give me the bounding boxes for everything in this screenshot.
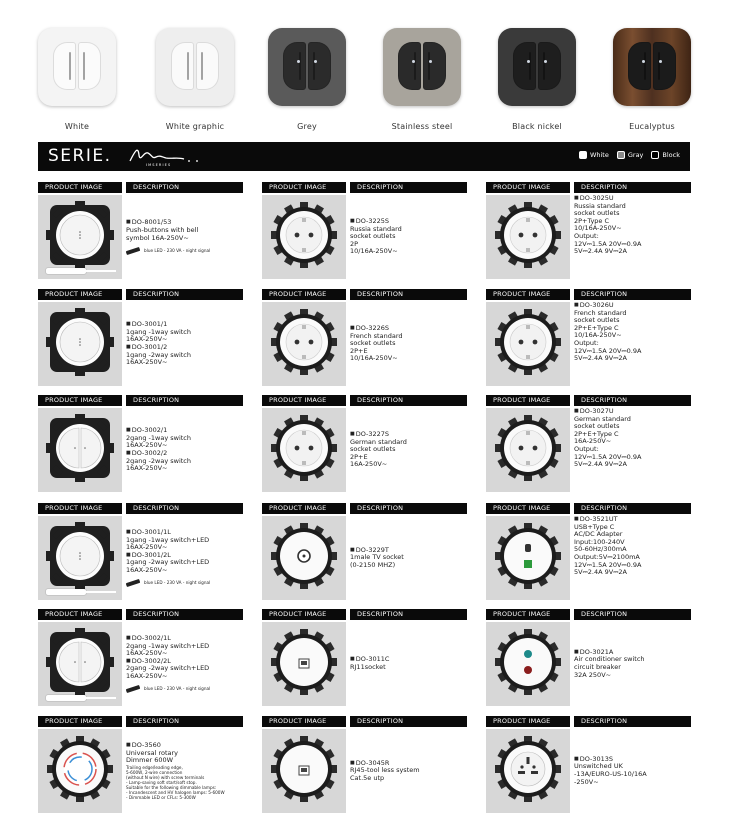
product-image-header: PRODUCT IMAGE [262,503,346,514]
spec-line: Dimmer 600W [126,756,174,765]
product-description [574,729,691,813]
finish-label: Black nickel [512,122,562,131]
led-module [46,695,86,701]
spec-line: 1gang -1way switch+LED [126,535,210,544]
product-code: ■ DO-3521UT [574,516,691,524]
product-description [574,195,691,279]
description-header: DESCRIPTION [350,609,467,620]
product-illustration [262,729,346,813]
product-description [574,622,691,706]
product-code: ■ DO-8001/53 [126,219,243,227]
product-description [350,408,467,492]
product-image [38,622,122,706]
product-code: ■ DO-3001/2 [126,344,243,352]
spec-line: 1gang -1way switch [126,327,191,336]
product-description [350,729,467,813]
product-illustration [486,302,570,386]
spec-line: French standard [574,308,627,317]
description-header: DESCRIPTION [574,182,691,193]
product-image [262,729,346,813]
finish-item [30,28,124,131]
description-header: DESCRIPTION [574,289,691,300]
led-icon [126,685,141,693]
product-image-header: PRODUCT IMAGE [486,289,570,300]
product-image [486,622,570,706]
product-description [126,195,243,279]
spec-line: -250V~ [574,777,599,786]
product-description [350,516,467,600]
rocker-key [423,42,446,90]
product-illustration [262,516,346,600]
spec-line: 2P+E [350,452,368,461]
product-code: ■ DO-3002/2L [126,658,243,666]
legend-label: White [589,151,609,159]
spec-line: Output:5V⎓2100mA [574,552,640,561]
product-code: ■ DO-3013S [574,756,691,764]
description-header: DESCRIPTION [574,609,691,620]
spec-line: Output: [574,338,599,347]
spec-line: 1male TV socket [350,553,404,562]
description-header: DESCRIPTION [350,289,467,300]
svg-text:I M S E R I E S: I M S E R I E S [146,163,171,167]
spec-line: RJ11socket [350,663,386,671]
spec-line: 12V⎓1.5A 20V⎓0.9A [574,239,642,248]
product-illustration [38,408,122,492]
spec-line: 16AX-250V~ [126,335,168,344]
product-description [574,516,691,600]
product-image-header: PRODUCT IMAGE [38,503,122,514]
legend-label: Gray [627,151,644,159]
spec-line: 10/16A-250V~ [574,224,622,233]
serie-title: SERIE. [48,146,112,166]
product-image-header: PRODUCT IMAGE [486,716,570,727]
product-code: ■ DO-3011C [350,656,467,664]
spec-line: 16AX-250V~ [126,441,168,450]
spec-line: Universal rotary [126,748,178,757]
product-code: ■ DO-3226S [350,325,467,333]
spec-line: 16AX-250V~ [126,565,168,574]
finish-label: Stainless steel [391,122,453,131]
spec-note: Trailing edge/leading edge, [126,764,183,770]
description-header: DESCRIPTION [350,503,467,514]
finish-label: White [64,122,90,131]
product-card [486,289,691,389]
product-card [38,289,243,389]
spec-line: 5V⎓2.4A 9V⎓2A [574,354,627,363]
spec-line: 12V⎓1.5A 20V⎓0.9A [574,452,642,461]
spec-line: 16AX-250V~ [126,543,168,552]
rocker-key [538,42,561,90]
product-image [486,302,570,386]
product-card [262,395,467,495]
product-image-header: PRODUCT IMAGE [38,716,122,727]
spec-line: socket outlets [574,209,620,218]
product-code: ■ DO-3045R [350,760,467,768]
product-illustration [262,195,346,279]
description-header: DESCRIPTION [126,503,243,514]
spec-line: 2P+E+Type C [574,323,619,332]
spec-note: (without N wire) with screw terminals [126,774,205,780]
spec-line: Input:100-240V [574,537,625,546]
finish-item [490,28,584,131]
rocker-key [196,42,219,90]
spec-note: - Lamp-saving soft start/soft stop. [126,779,197,785]
product-card [38,609,243,709]
product-code: ■ DO-3002/1L [126,635,243,643]
spec-line: 10/16A-250V~ [574,331,622,340]
spec-line: RJ45-tool less system [350,766,420,775]
spec-line: 2gang -1way switch [126,433,191,442]
product-illustration [486,195,570,279]
serie-bar [38,142,690,171]
rocker-key [283,42,306,90]
led-module [46,268,86,274]
product-illustration [262,622,346,706]
product-code: ■ DO-3227S [350,431,467,439]
product-illustration [262,302,346,386]
finish-label: Eucalyptus [629,122,675,131]
product-illustration [486,408,570,492]
spec-line: Output: [574,231,599,240]
description-header: DESCRIPTION [126,609,243,620]
product-card [262,503,467,603]
rocker-key [308,42,331,90]
product-image [486,516,570,600]
product-image-header: PRODUCT IMAGE [262,609,346,620]
product-code: ■ DO-3001/2L [126,552,243,560]
led-icon [126,247,141,255]
product-image-header: PRODUCT IMAGE [262,716,346,727]
led-note-text: blue LED - 230 VA - night signal [144,686,211,692]
product-image [38,302,122,386]
product-card [38,716,243,816]
description-header: DESCRIPTION [350,716,467,727]
rocker-key [171,42,194,90]
product-card [486,716,691,816]
product-image-header: PRODUCT IMAGE [262,395,346,406]
product-card [262,289,467,389]
spec-line: 1gang -2way switch [126,350,191,359]
product-image [262,622,346,706]
finish-item [375,28,469,131]
finish-strip [30,28,720,138]
product-illustration [38,302,122,386]
finish-item [148,28,242,131]
spec-line: 5V⎓2.4A 9V⎓2A [574,247,627,256]
product-image-header: PRODUCT IMAGE [486,503,570,514]
product-image-header: PRODUCT IMAGE [262,182,346,193]
product-image-header: PRODUCT IMAGE [38,182,122,193]
spec-line: 2gang -2way switch [126,456,191,465]
led-note [126,579,243,587]
rocker-key [513,42,536,90]
spec-line: Push-buttons with bell [126,225,199,234]
spec-line: 16AX-250V~ [126,649,168,658]
finish-label: White graphic [165,122,225,131]
spec-line: French standard [350,331,403,340]
led-note-text: blue LED - 230 VA - night signal [144,248,211,254]
product-code: ■ DO-3026U [574,302,691,310]
spec-line: socket outlets [350,232,396,241]
product-card [486,395,691,495]
rocker-key [398,42,421,90]
product-code: ■ DO-3560 [126,742,243,750]
product-illustration [486,729,570,813]
spec-line: 2P+Type C [574,216,610,225]
product-code: ■ DO-3001/1L [126,529,243,537]
description-header: DESCRIPTION [126,716,243,727]
product-illustration [38,622,122,706]
product-image-header: PRODUCT IMAGE [262,289,346,300]
spec-line: 12V⎓1.5A 20V⎓0.9A [574,346,642,355]
product-image [38,195,122,279]
product-description [350,195,467,279]
product-description [126,729,243,813]
spec-line: 5V⎓2.4A 9V⎓2A [574,460,627,469]
product-image [262,516,346,600]
finish-item [605,28,699,131]
spec-note: Suitable for the following dimmable lamps: [126,784,217,790]
spec-line: German standard [350,437,407,446]
spec-line: 2P [350,239,359,248]
product-card [262,716,467,816]
spec-line: 2P+E+Type C [574,429,619,438]
legend-swatch [579,151,587,159]
legend-item [617,151,644,159]
legend-item [579,151,609,159]
rocker-key [53,42,76,90]
product-image-header: PRODUCT IMAGE [486,609,570,620]
spec-line: Output: [574,444,599,453]
legend-item [651,151,680,159]
spec-note: 5-600W, 2-wire connection [126,769,183,775]
rocker-key [653,42,676,90]
spec-line: 10/16A-250V~ [350,354,398,363]
description-header: DESCRIPTION [350,395,467,406]
spec-line: socket outlets [350,339,396,348]
product-card [38,182,243,282]
product-image-header: PRODUCT IMAGE [38,395,122,406]
spec-line: -13A/EURO-US-10/16A [574,770,647,778]
led-module [46,589,86,595]
spec-note: - Incandescent and HV halogen lamps: 5-600W [126,789,225,795]
spec-line: circuit breaker [574,663,621,671]
spec-line: 2gang -1way switch+LED [126,641,210,650]
product-description [126,302,243,386]
spec-line: 1gang -2way switch+LED [126,558,210,567]
spec-line: 2P+E [350,346,368,355]
spec-line: socket outlets [574,316,620,325]
finish-plate [498,28,576,106]
product-code: ■ DO-3225S [350,218,467,226]
product-illustration [38,195,122,279]
product-description [350,622,467,706]
spec-line: 50-60Hz/300mA [574,545,627,554]
product-card [38,395,243,495]
finish-plate [383,28,461,106]
led-note [126,685,243,693]
product-card [486,503,691,603]
spec-line: 10/16A-250V~ [350,247,398,256]
product-image [486,408,570,492]
product-code: ■ DO-3002/1 [126,427,243,435]
rocker-key [78,42,101,90]
spec-line: 2gang -2way switch+LED [126,664,210,673]
spec-line: 16A-250V~ [350,460,388,469]
finish-plate [38,28,116,106]
rocker-key [628,42,651,90]
spec-line: Unswitched UK [574,762,623,771]
product-illustration [38,729,122,813]
spec-line: socket outlets [350,445,396,454]
finish-item [260,28,354,131]
spec-line: German standard [574,414,631,423]
spec-line: symbol 16A-250V~ [126,233,189,242]
product-code: ■ DO-3229T [350,547,467,555]
product-code: ■ DO-3025U [574,195,691,203]
description-header: DESCRIPTION [574,716,691,727]
finish-label: Grey [297,122,317,131]
product-description [126,408,243,492]
spec-line: 12V⎓1.5A 20V⎓0.9A [574,560,642,569]
led-icon [126,579,141,587]
legend-label: Block [662,151,680,159]
finish-plate [613,28,691,106]
spec-line: 16AX-250V~ [126,464,168,473]
product-card [38,503,243,603]
description-header: DESCRIPTION [574,395,691,406]
product-image [38,408,122,492]
description-header: DESCRIPTION [574,503,691,514]
finish-plate [156,28,234,106]
product-image [38,729,122,813]
product-code: ■ DO-3002/2 [126,450,243,458]
color-legend [579,151,680,159]
spec-line: Russia standard [574,201,626,210]
product-image-header: PRODUCT IMAGE [486,395,570,406]
description-header: DESCRIPTION [126,395,243,406]
product-image-header: PRODUCT IMAGE [486,182,570,193]
product-description [350,302,467,386]
signature-logo [126,145,216,167]
product-description [126,516,243,600]
description-header: DESCRIPTION [126,289,243,300]
product-card [262,182,467,282]
product-description [574,408,691,492]
spec-note: - Dimmable LED or CFLs: 5-300W [126,794,196,800]
description-header: DESCRIPTION [126,182,243,193]
product-code: ■ DO-3021A [574,649,691,657]
product-illustration [486,516,570,600]
product-code: ■ DO-3001/1 [126,321,243,329]
product-card [262,609,467,709]
product-image [486,729,570,813]
product-image [262,302,346,386]
product-code: ■ DO-3027U [574,408,691,416]
spec-line: (0-2150 MHZ) [350,560,396,569]
description-header: DESCRIPTION [350,182,467,193]
spec-line: Russia standard [350,224,402,233]
spec-line: socket outlets [574,422,620,431]
product-illustration [486,622,570,706]
spec-line: 5V⎓2.4A 9V⎓2A [574,568,627,577]
legend-swatch [651,151,659,159]
spec-line: 16AX-250V~ [126,671,168,680]
product-image [262,408,346,492]
product-description [574,302,691,386]
legend-swatch [617,151,625,159]
product-illustration [38,516,122,600]
spec-line: AC/DC Adapter [574,530,623,539]
product-image [486,195,570,279]
spec-line: 32A 250V~ [574,670,612,679]
product-image-header: PRODUCT IMAGE [38,609,122,620]
spec-line: 16AX-250V~ [126,358,168,367]
led-note-text: blue LED - 230 VA - night signal [144,580,211,586]
product-card [486,609,691,709]
product-image [38,516,122,600]
spec-line: Air conditioner switch [574,655,645,664]
spec-line: USB+Type C [574,522,615,531]
product-image [262,195,346,279]
finish-plate [268,28,346,106]
product-description [126,622,243,706]
product-image-header: PRODUCT IMAGE [38,289,122,300]
led-note [126,247,243,255]
product-illustration [262,408,346,492]
product-card [486,182,691,282]
spec-line: 16A-250V~ [574,437,612,446]
spec-line: Cat.5e utp [350,773,385,782]
